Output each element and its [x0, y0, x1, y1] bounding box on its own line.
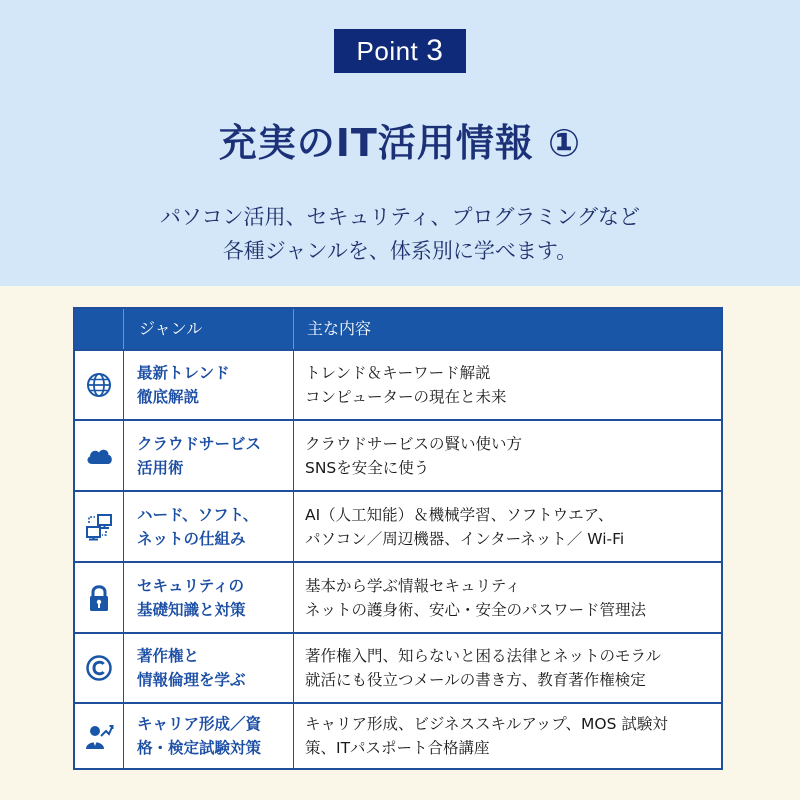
- genre-line: クラウドサービス: [137, 434, 262, 453]
- content-line: 著作権入門、知らないと困る法律とネットのモラル: [305, 647, 662, 665]
- content-cell: [305, 704, 668, 768]
- copyright-icon: [85, 654, 113, 682]
- genre-line: 情報倫理を学ぶ: [137, 671, 246, 689]
- subtitle-line: 各種ジャンルを、体系別に学べます。: [222, 239, 578, 263]
- content-line: 基本から学ぶ情報セキュリティ: [305, 576, 521, 595]
- career-icon: [84, 722, 114, 750]
- content-cell: [305, 492, 624, 561]
- genre-line: ハード、ソフト、: [137, 505, 259, 524]
- content-line: トレンド＆キーワード解説: [305, 364, 491, 382]
- table-row: [75, 702, 721, 768]
- genre-cell: [137, 563, 246, 632]
- genre-cell: [137, 704, 261, 768]
- table-row: [75, 419, 721, 490]
- table-row: [75, 632, 721, 702]
- content-line: 就活にも役立つメールの書き方、教育著作権検定: [305, 671, 646, 689]
- genre-line: セキュリティの: [137, 576, 244, 595]
- genre-line: キャリア形成／資: [137, 715, 262, 733]
- point-badge: [334, 29, 466, 73]
- content-line: ネットの護身術、安心・安全のパスワード管理法: [305, 600, 647, 619]
- table-row: [75, 349, 721, 419]
- icon-cell: [75, 421, 123, 490]
- content-line: SNSを安全に使う: [305, 458, 430, 477]
- table-row: [75, 490, 721, 561]
- genre-line: 著作権と: [137, 647, 200, 665]
- content-line: コンピューターの現在と未来: [305, 388, 507, 406]
- content-cell: [305, 634, 661, 702]
- genre-cell: [137, 421, 261, 490]
- content-line: キャリア形成、ビジネススキルアップ、MOS 試験対: [305, 715, 668, 733]
- icon-cell: [75, 492, 123, 561]
- badge-label: Point: [356, 35, 419, 66]
- content-cell: [305, 351, 507, 419]
- header-genre: ジャンル: [139, 319, 203, 338]
- subtitle: [0, 200, 800, 268]
- icon-cell: [75, 563, 123, 632]
- content-line: クラウドサービスの賢い使い方: [305, 434, 523, 453]
- genre-line: 格・検定試験対策: [137, 739, 262, 757]
- genre-line: ネットの仕組み: [137, 529, 246, 548]
- genre-cell: [137, 634, 246, 702]
- content-line: 策、ITパスポート合格講座: [305, 739, 490, 757]
- lock-icon: [87, 583, 111, 613]
- content-cell: [305, 563, 646, 632]
- page-title: 充実のIT活用情報 ①: [218, 121, 582, 165]
- table-header: [75, 309, 721, 349]
- network-icon: [84, 513, 114, 541]
- genre-cell: [137, 351, 230, 419]
- genre-cell: [137, 492, 258, 561]
- icon-cell: [75, 351, 123, 419]
- info-table: [73, 307, 723, 770]
- icon-cell: [75, 704, 123, 768]
- header-divider: [293, 309, 294, 349]
- header-band: [0, 0, 800, 286]
- header-content: 主な内容: [307, 319, 372, 338]
- subtitle-line: パソコン活用、セキュリティ、プログラミングなど: [159, 205, 641, 229]
- globe-icon: [85, 371, 113, 399]
- header-divider: [123, 309, 124, 349]
- content-cell: [305, 421, 522, 490]
- genre-line: 基礎知識と対策: [137, 600, 246, 619]
- genre-line: 活用術: [137, 458, 184, 477]
- badge-number: 3: [426, 34, 444, 67]
- cloud-icon: [84, 444, 114, 468]
- icon-cell: [75, 634, 123, 702]
- genre-line: 徹底解説: [137, 388, 200, 406]
- table-row: [75, 561, 721, 632]
- genre-line: 最新トレンド: [137, 364, 230, 382]
- content-line: AI（人工知能）＆機械学習、ソフトウエア、: [305, 505, 614, 524]
- content-line: パソコン／周辺機器、インターネット／ Wi-Fi: [305, 529, 625, 548]
